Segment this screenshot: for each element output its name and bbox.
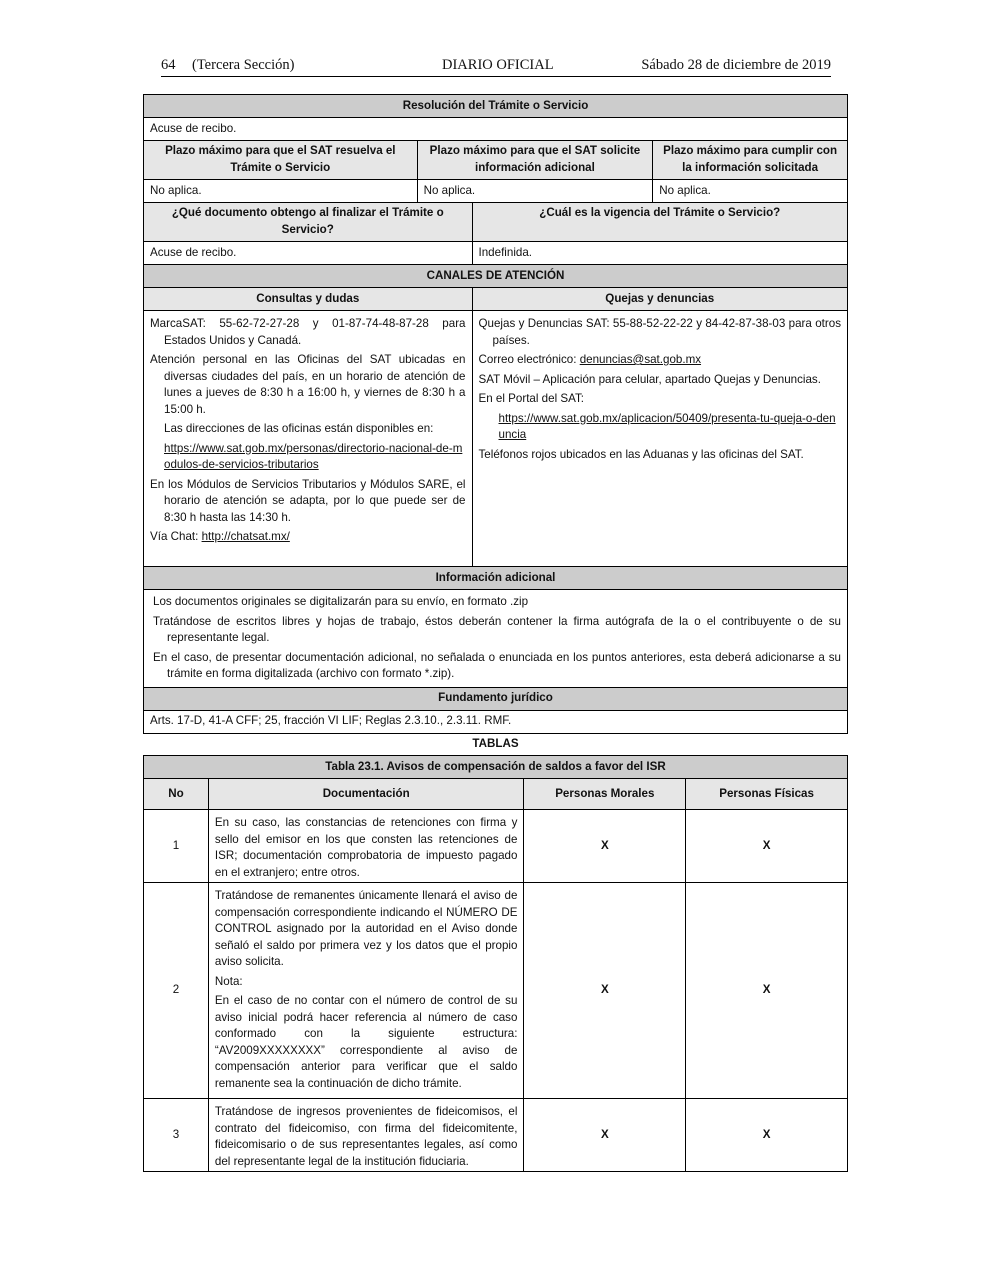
correo-line (479, 352, 841, 369)
personas-morales-mark: X (524, 1099, 686, 1172)
row-documentacion (208, 1099, 524, 1172)
quejas-cell (472, 311, 847, 567)
plazo-resuelva-header: Plazo máximo para que el SAT resuelva el Trámite o Servicio (144, 141, 418, 180)
correo-label: Correo electrónico: (478, 353, 580, 366)
sat-movil-text: SAT Móvil – Aplicación para celular, apartado Quejas y Denuncias. (478, 372, 821, 386)
publication-name: DIARIO OFICIAL (442, 57, 554, 73)
fundamento-title: Fundamento jurídico (144, 687, 848, 710)
tramite-table (143, 94, 848, 734)
personas-fisicas-mark: X (686, 883, 848, 1099)
tablas-title: TABLAS (472, 737, 519, 750)
documento-header: ¿Qué documento obtengo al finalizar el Trámite o Servicio? (144, 203, 473, 242)
quejas-telefonos-text: Quejas y Denuncias SAT: 55-88-52-22-22 y 84-42-87-38-03 para otros países. (478, 317, 841, 347)
documento-value: Acuse de recibo. (144, 242, 473, 265)
plazo-solicite-header: Plazo máximo para que el SAT solicite información adicional (417, 141, 653, 180)
documentacion-text: En el caso de no contar con el número de control de su aviso inicial podrá hacer referencia al número de caso conformado con la siguiente estructura: “AV2009XXXXXXXX” correspondiente al aviso de compensación anterior para verificar que el saldo remanente sea la continuación de dicho trámite. (214, 994, 518, 1090)
info-adicional-title: Información adicional (144, 567, 848, 590)
personas-fisicas-mark: X (686, 810, 848, 883)
info-adicional-cell (144, 590, 848, 688)
modulos-text: En los Módulos de Servicios Tributarios y Módulos SARE, el horario de atención se adapta, por lo que puede ser de 8:30 h hasta las 14:30 h. (150, 477, 466, 524)
atencion-text: Atención personal en las Oficinas del SAT ubicadas en diversas ciudades del país, en un horario de atención de lunes a jueves de 8:30 h a 16:00 h, y viernes de 8:30 h a 15:00 h. (150, 353, 466, 416)
direcciones-text: Las direcciones de las oficinas están disponibles en: (164, 422, 434, 435)
documentacion-text: Tratándose de ingresos provenientes de fideicomisos, el contrato del fideicomiso, con firma del fideicomitente, fideicomisario o de sus representantes legales, así como del representante legal de la institución fiduciaria. (214, 1105, 518, 1168)
canales-title: CANALES DE ATENCIÓN (144, 265, 848, 288)
avisos-table (143, 755, 848, 1172)
table-row (144, 810, 848, 883)
plazo-resuelva-value: No aplica. (144, 180, 418, 203)
resolucion-title: Resolución del Trámite o Servicio (144, 95, 848, 118)
consultas-cell (144, 311, 473, 567)
portal-text: En el Portal del SAT: (478, 392, 584, 405)
section-label: (Tercera Sección) (192, 57, 295, 73)
info-item: En el caso, de presentar documentación adicional, no señalada o enunciada en los puntos anteriores, esta deberá adicionarse a su trámite en forma digitalizada (archivo con formato *.zip). (153, 650, 841, 680)
vigencia-header: ¿Cuál es la vigencia del Trámite o Servicio? (472, 203, 847, 242)
quejas-header: Quejas y denuncias (472, 288, 847, 311)
row-documentacion (208, 883, 524, 1099)
row-number: 1 (144, 810, 209, 883)
nota-label: Nota: (214, 974, 243, 988)
chat-link[interactable]: http://chatsat.mx/ (201, 530, 290, 543)
column-header-personas-morales: Personas Morales (524, 779, 686, 810)
row-documentacion (208, 810, 524, 883)
personas-fisicas-mark: X (686, 1099, 848, 1172)
column-header-documentacion: Documentación (208, 779, 524, 810)
chat-label: Vía Chat: (150, 530, 202, 543)
documentacion-text: En su caso, las constancias de retenciones con firma y sello del emisor en los que consten las retenciones de ISR; documentación comprobatoria de impuesto pagado en el extranjero; entre otros. (214, 816, 518, 879)
directorio-link[interactable]: https://www.sat.gob.mx/personas/directorio-nacional-de-modulos-de-servicios-tributarios (164, 441, 463, 471)
row-number: 2 (144, 883, 209, 1099)
row-number: 3 (144, 1099, 209, 1172)
avisos-table-title: Tabla 23.1. Avisos de compensación de saldos a favor del ISR (144, 756, 848, 779)
personas-morales-mark: X (524, 810, 686, 883)
portal-link[interactable]: https://www.sat.gob.mx/aplicacion/50409/presenta-tu-queja-o-denuncia (498, 411, 836, 441)
telefonos-rojos-text: Teléfonos rojos ubicados en las Aduanas y las oficinas del SAT. (478, 447, 804, 461)
column-header-personas-fisicas: Personas Físicas (686, 779, 848, 810)
publication-date: Sábado 28 de diciembre de 2019 (641, 57, 831, 73)
info-item: Tratándose de escritos libres y hojas de trabajo, éstos deberán contener la firma autógrafa de la o el contribuyente o de su representante legal. (153, 614, 841, 644)
correo-link[interactable]: denuncias@sat.gob.mx (579, 353, 702, 366)
chat-line (150, 529, 466, 546)
table-row (144, 883, 848, 1099)
table-row (144, 1099, 848, 1172)
resolucion-value: Acuse de recibo. (144, 118, 848, 141)
vigencia-value: Indefinida. (472, 242, 847, 265)
column-header-no: No (144, 779, 209, 810)
fundamento-value: Arts. 17-D, 41-A CFF; 25, fracción VI LIF; Reglas 2.3.10., 2.3.11. RMF. (144, 710, 848, 733)
plazo-cumplir-header: Plazo máximo para cumplir con la información solicitada (653, 141, 848, 180)
marcasat-text: MarcaSAT: 55-62-72-27-28 y 01-87-74-48-87-28 para Estados Unidos y Canadá. (150, 317, 466, 347)
plazo-cumplir-value: No aplica. (653, 180, 848, 203)
header-rule (161, 76, 831, 77)
consultas-header: Consultas y dudas (144, 288, 473, 311)
personas-morales-mark: X (524, 883, 686, 1099)
page-number: 64 (161, 57, 176, 73)
documentacion-text: Tratándose de remanentes únicamente llenará el aviso de compensación correspondiente indicando el NÚMERO DE CONTROL asignado por la autoridad en el Aviso donde señaló el saldo por primera vez y los datos que el propio aviso solicita. (214, 889, 518, 968)
plazo-solicite-value: No aplica. (417, 180, 653, 203)
page-header (161, 57, 831, 77)
info-item: Los documentos originales se digitalizarán para su envío, en formato .zip (153, 595, 529, 608)
